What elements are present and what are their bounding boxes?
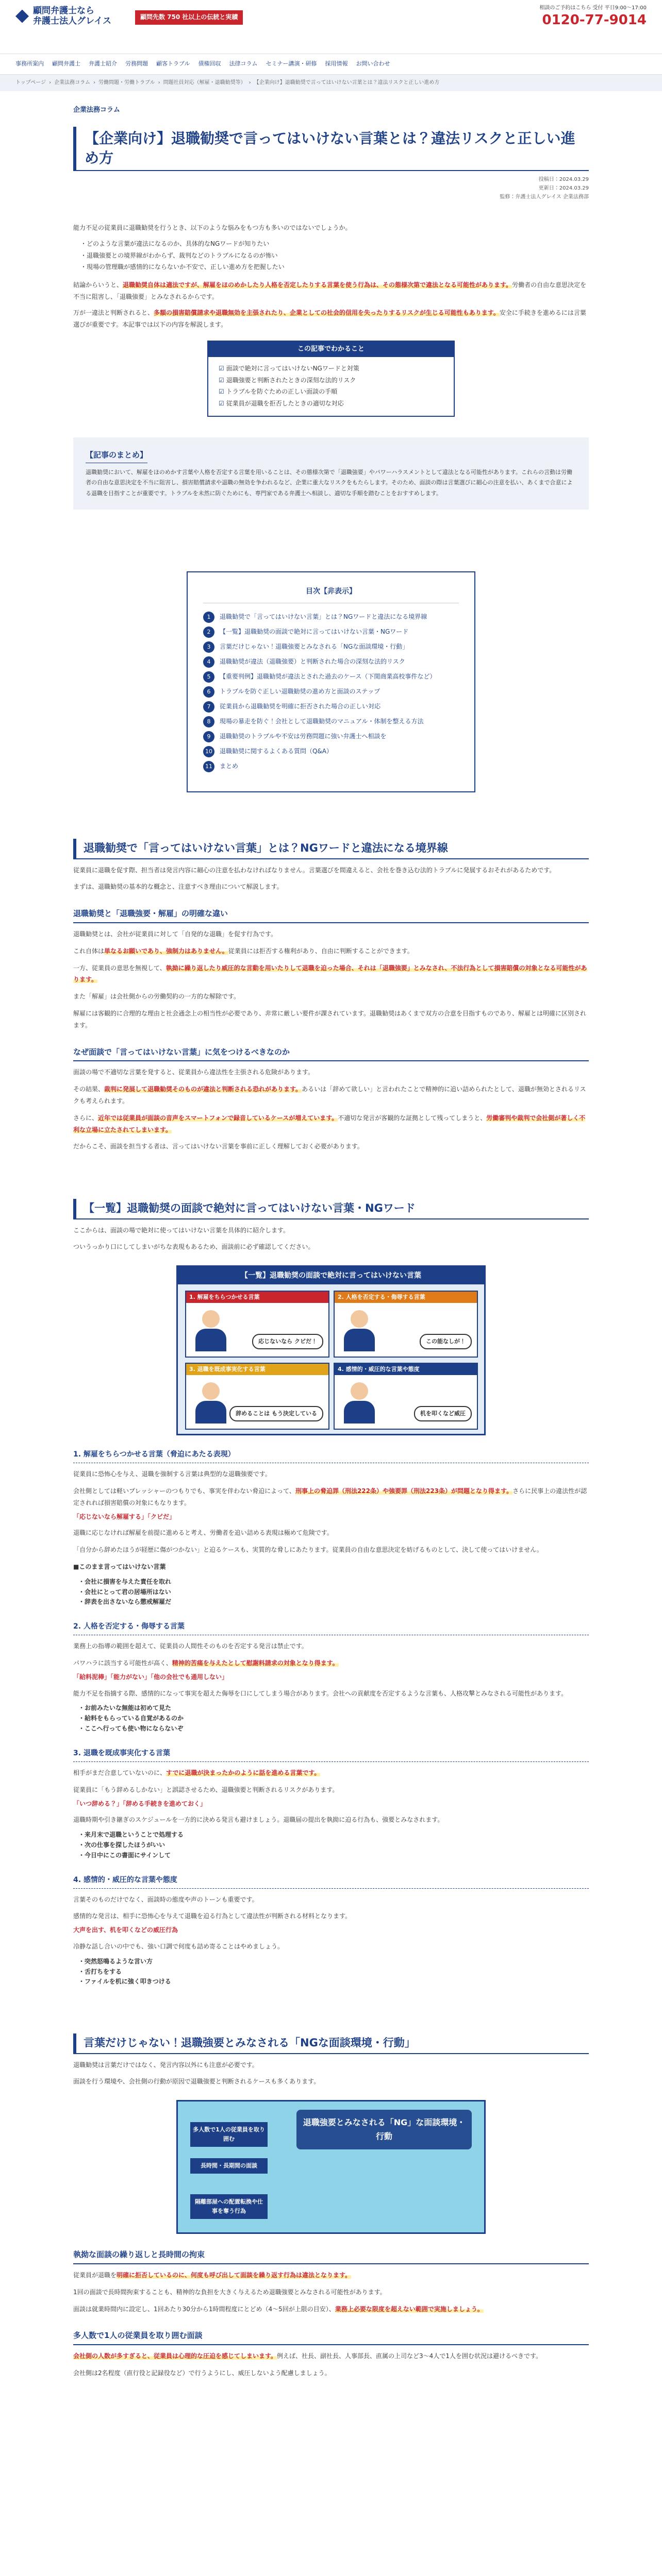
list-item: ・ 会社に損害を与えた責任を取れ [78, 1577, 589, 1587]
paragraph: 相手がまだ合意していないのに、すでに退職が決まったかのように話を進める言葉です。 [73, 1769, 321, 1776]
list-item: ・ お前みたいな無能は初めて見た [78, 1703, 589, 1714]
speech-bubble: 机を叩くなど威圧 [414, 1406, 472, 1421]
paragraph: 解雇には客観的に合理的な理由と社会通念上の相当性が必要であり、非常に厳しい要件が課されています。退職勧奨はあくまで双方の合意を目指すものであり、解雇とは明確に区別されます。 [73, 1010, 587, 1029]
nav-item[interactable]: セミナー講演・研修 [266, 60, 317, 67]
ng-quadrant: 2. 人格を否定する・侮辱する言葉 この能なしが！ [334, 1291, 478, 1358]
nav-item[interactable]: 債権回収 [198, 60, 221, 67]
paragraph: 業務上の指導の範囲を超えて、従業員の人間性そのものを否定する発言は禁止です。 [73, 1642, 308, 1650]
sub-heading: 執拗な面談の繰り返しと長時間の拘束 [73, 2248, 589, 2264]
paragraph: また「解雇」は会社側からの労働契約の一方的な解除です。 [73, 993, 240, 1001]
breadcrumb-item[interactable]: トップページ [15, 79, 46, 86]
summary-body: 退職勧奨において、解雇をほのめかす言葉や人格を否定する言葉を用いることは、その態様次第で「退職強要」やパワーハラスメントとして違法となる可能性があります。これらの言動は労働者の自由な意思決定を不当に阻害し、損害賠償請求や退職の無効を争われるなど、企業に重大なリスクをもたらします。そのため、面談の際は言葉選びに細心の注意を払い、あくまで合意による退職を目指すことが重要です。トラブルを未然に防ぐためにも、専門家である弁護士へ相談し、適切な手順を踏むことをおすすめします。 [86, 468, 573, 497]
published-date: 投稿日：2024.03.29 [538, 177, 589, 183]
paragraph: 退職に応じなければ解雇を前提に進めると考え、労働者を追い詰める表現は極めて危険です。 [73, 1529, 333, 1537]
article [73, 105, 589, 2379]
list-item: ・ 今日中にこの書面にサインして [78, 1851, 589, 1861]
sub-sub-heading: 2. 人格を否定する・侮辱する言葉 [73, 1621, 589, 1635]
nav-item[interactable]: 弁護士紹介 [89, 60, 117, 67]
ng-list [78, 1957, 589, 1987]
author: 監修：弁護士法人グレイス 企業法務部 [500, 194, 589, 200]
paragraph: その結果、裁判に発展して退職勧奨そのものが違法と判断される恐れがあります。あるいは「辞めて欲しい」と言われたことで精神的に追い詰められたとして、退職が無効とされるリスクも考えられます。 [73, 1086, 586, 1105]
toc-item[interactable]: 4 退職勧奨が違法（退職強要）と判断された場合の深刻な法的リスク [203, 656, 459, 668]
paragraph: 面談の場で不適切な言葉を発すると、従業員から違法性を主張される危険があります。 [73, 1069, 315, 1076]
paragraph: 言葉そのものだけでなく、面談時の態度や声のトーンも重要です。 [73, 1895, 258, 1903]
breadcrumb: トップページ › 企業法務コラム › 労働問題・労働トラブル › 問題社員対応（解雇・退職勧奨等） › 【企業向け】退職勧奨で言ってはいけない言葉とは？違法リスクと正しい進め方 [0, 75, 662, 91]
sub-sub-heading: 1. 解雇をちらつかせる言葉（脅迫にあたる表現） [73, 1449, 589, 1463]
clients-badge: 顧問先数 750 社以上の伝統と実績 [135, 10, 243, 25]
intro-p1: 能力不足の従業員に退職勧奨を行うとき、以下のような悩みをもつ方も多いのではないでしょうか。 [73, 224, 352, 232]
toc-item[interactable]: 7 従業員から退職勧奨を明確に拒否された場合の正しい対応 [203, 701, 459, 713]
tel-number[interactable]: 0120-77-9014 [542, 12, 647, 28]
article-meta [73, 175, 589, 201]
paragraph: ここからは、面談の場で絶対に使ってはいけない言葉を具体的に紹介します。 [73, 1226, 290, 1234]
section-heading: 【一覧】退職勧奨の面談で絶対に言ってはいけない言葉・NGワード [73, 1199, 589, 1219]
intro-p3: 万が一違法と判断されると、多額の損害賠償請求や退職無効を主張されたり、企業としての社会的信用を失ったりするリスクが生じる可能性もあります。安全に手続きを進めるには言葉選びが重要です。本記事では以下の内容を解説します。 [73, 309, 586, 328]
paragraph: だからこそ、面談を担当する者は、言ってはいけない言葉を事前に正しく理解しておく必要があります。 [73, 1143, 363, 1150]
breadcrumb-item[interactable]: 企業法務コラム [54, 79, 91, 86]
ng-quadrant: 1. 解雇をちらつかせる言葉 応じないなら クビだ！ [185, 1291, 329, 1358]
paragraph: 能力不足を指摘する際、感情的になって事実を超えた侮辱を口にしてしまう場合があります。会社への貢献度を否定するような言葉も、人格攻撃とみなされる可能性があります。 [73, 1689, 568, 1697]
nav-item[interactable]: 顧問弁護士 [52, 60, 80, 67]
ng-quadrant: 4. 感情的・威圧的な言葉や態度 机を叩くなど威圧 [334, 1363, 478, 1430]
paragraph: さらに、近年では従業員が面談の音声をスマートフォンで録音しているケースが増えています。不適切な発言が客観的な証拠として残ってしまうと、労働審判や裁判で会社側が著しく不利な立場に立たされてしまいます。 [73, 1114, 586, 1133]
breadcrumb-item[interactable]: 労働問題・労働トラブル [98, 79, 155, 86]
list-item: ・ 突然怒鳴るような言い方 [78, 1957, 589, 1967]
list-item: ・ 会社にとって君の居場所はない [78, 1587, 589, 1598]
table-of-contents [187, 571, 475, 792]
toc-item[interactable]: 2 【一覧】退職勧奨の面談で絶対に言ってはいけない言葉・NGワード [203, 626, 459, 638]
paragraph: 退職時期や引き継ぎのスケジュールを一方的に決める発言も避けましょう。退職届の提出を執拗に迫る行為も、強要とみなされます。 [73, 1816, 444, 1824]
nav-item[interactable]: 採用情報 [325, 60, 348, 67]
list-item: ・ 次の仕事を探したほうがいい [78, 1840, 589, 1851]
logo-mark-icon [15, 10, 29, 23]
person-icon [344, 1382, 375, 1423]
speech-bubble: 応じないなら クビだ！ [252, 1334, 323, 1349]
intro-p2: 結論からいうと、退職勧奨自体は適法ですが、解雇をほのめかしたり人格を否定したりする言葉を使う行為は、その態様次第で違法となる可能性があります。労働者の自由な意思決定を不当に阻害し、「退職強要」とみなされるからです。 [73, 281, 587, 301]
sub-heading: 多人数で1人の従業員を取り囲む面談 [73, 2329, 589, 2345]
paragraph: 退職勧奨とは、会社が従業員に対して「自発的な退職」を促す行為です。 [73, 930, 277, 938]
list-item: ・ 来月末で退職ということで処理する [78, 1830, 589, 1840]
list-item: ☑ 面談で絶対に言ってはいけないNGワードと対策 [219, 364, 443, 374]
ng-list [78, 1703, 589, 1734]
nav-item[interactable]: 労務問題 [125, 60, 148, 67]
ng-quote: 「応じないなら解雇する」「クビだ」 [73, 1513, 176, 1520]
category-label[interactable]: 企業法務コラム [73, 106, 120, 114]
ng-quote: 大声を出す、机を叩くなどの威圧行為 [73, 1926, 178, 1934]
illustration-label: 隔離部屋への配置転換や仕事を奪う行為 [190, 2194, 268, 2219]
person-icon [195, 1382, 226, 1423]
list-item: ・ 現場の管理職が感情的にならないか不安で、正しい進め方を把握したい [80, 261, 589, 273]
summary-box [73, 437, 589, 510]
toc-item[interactable]: 9 退職勧奨のトラブルや不安は労務問題に強い弁護士へ相談を [203, 731, 459, 742]
paragraph: 面談を行う環境や、会社側の行動が原因で退職強要と判断されるケースも多くあります。 [73, 2078, 320, 2086]
paragraph: 従業員が退職を明確に拒否しているのに、何度も呼び出して面談を繰り返す行為は違法となります。 [73, 2271, 352, 2279]
sub-sub-heading: 3. 退職を既成事実化する言葉 [73, 1748, 589, 1762]
paragraph: 会社側は2名程度（直行役と記録役など）で行うようにし、威圧しないよう配慮しましょう。 [73, 2369, 331, 2377]
paragraph: これ自体は単なるお願いであり、強制力はありません。従業員には拒否する権利があり、自由に判断することができます。 [73, 947, 413, 955]
ng-list [78, 1577, 589, 1607]
list-item: ☑ トラブルを防ぐための正しい面談の手順 [219, 387, 443, 397]
paragraph: 冷静な話し合いの中でも、強い口調で何度も詰め寄ることはやめましょう。 [73, 1943, 284, 1951]
list-item: ・ 舌打ちをする [78, 1967, 589, 1977]
illustration-label: 多人数で1人の従業員を取り囲む [190, 2122, 268, 2147]
ng-words-illustration [176, 1265, 486, 1435]
person-icon [344, 1310, 375, 1351]
toc-title[interactable]: 目次【非表示】 [203, 586, 459, 603]
paragraph: 会社側としては軽いプレッシャーのつもりでも、事実を伴わない脅迫によって、刑事上の脅迫罪（刑法222条）や強要罪（刑法223条）が問題となり得ます。さらに民事上の違法性が認定されれば損害賠償の対象にもなります。 [73, 1487, 587, 1506]
sub-heading: 退職勧奨と「退職強要・解雇」の明確な違い [73, 907, 589, 923]
global-nav [0, 54, 662, 75]
breadcrumb-item[interactable]: 問題社員対応（解雇・退職勧奨等） [163, 79, 246, 86]
site-header [0, 0, 662, 54]
toc-item[interactable]: 5 【重要判例】退職勧奨が違法とされた過去のケース（下関商業高校事件など） [203, 671, 459, 683]
list-item: ・ ここへ行っても使い物にならないぞ [78, 1724, 589, 1734]
learn-box-title: この記事でわかること [208, 342, 454, 357]
ng-environment-illustration [176, 2100, 486, 2234]
ng-quote: 「給料泥棒」「能力がない」「他の会社でも通用しない」 [73, 1673, 228, 1681]
list-item: ・ 退職強要との境界線がわからず、裁判などのトラブルになるのが怖い [80, 250, 589, 262]
sub-sub-heading: 4. 感情的・威圧的な言葉や態度 [73, 1874, 589, 1889]
paragraph: 従業員に恐怖心を与え、退職を強制する言葉は典型的な退職強要です。 [73, 1470, 271, 1478]
breadcrumb-item: 【企業向け】退職勧奨で言ってはいけない言葉とは？違法リスクと正しい進め方 [254, 79, 440, 86]
ng-quadrant: 3. 退職を既成事実化する言葉 辞めることは もう決定している [185, 1363, 329, 1430]
illustration-title: 【一覧】退職勧奨の面談で絶対に言ってはいけない言葉 [178, 1267, 484, 1284]
person-icon [195, 1310, 226, 1351]
toc-item[interactable]: 6 トラブルを防ぐ正しい退職勧奨の進め方と面談のステップ [203, 686, 459, 698]
section-heading: 言葉だけじゃない！退職強要とみなされる「NGな面談環境・行動」 [73, 2033, 589, 2054]
site-logo[interactable] [15, 6, 111, 26]
list-item: ☑ 退職強要と判断されたときの深刻な法的リスク [219, 376, 443, 386]
speech-bubble: この能なしが！ [420, 1334, 472, 1349]
nav-item[interactable]: 顧客トラブル [156, 60, 190, 67]
list-item: ・ 給料をもらっている自覚があるのか [78, 1714, 589, 1724]
paragraph: 退職勧奨は言葉だけではなく、発言内容以外にも注意が必要です。 [73, 2061, 258, 2069]
logo-line2: 弁護士法人グレイス [33, 15, 111, 26]
paragraph: ついうっかり口にしてしまいがちな表現もあるため、面談前に必ず確認してください。 [73, 1243, 315, 1251]
speech-bubble: 辞めることは もう決定している [229, 1406, 323, 1421]
illustration-label: 長時間・長期間の面談 [190, 2158, 268, 2174]
ng-list [78, 1830, 589, 1860]
list-item: ☑ 従業員が退職を拒否したときの適切な対応 [219, 399, 443, 409]
toc-item[interactable]: 10 退職勧奨に関するよくある質問（Q&A） [203, 746, 459, 757]
list-item: ・ 辞表を出さないなら懲戒解雇だ [78, 1597, 589, 1607]
nav-item[interactable]: お問い合わせ [356, 60, 390, 67]
paragraph: まずは、退職勧奨の基本的な概念と、注意すべき理由について解説します。 [73, 883, 283, 891]
section-heading: 退職勧奨で「言ってはいけない言葉」とは？NGワードと違法になる境界線 [73, 839, 589, 859]
nav-item[interactable]: 法律コラム [229, 60, 258, 67]
tel-note: 相談のご予約はこちら 受付 平日9:00〜17:00 [539, 5, 647, 11]
nav-item[interactable]: 事務所案内 [15, 60, 44, 67]
illustration-title: 退職強要とみなされる「NG」な面談環境・行動 [296, 2110, 472, 2149]
paragraph: 「自分から辞めたほうが経歴に傷がつかない」と迫るケースも、実質的な脅しにあたります。従業員の自由な意思決定を妨げるものとして、決して使ってはいけません。 [73, 1546, 543, 1554]
paragraph: 感情的な発言は、相手に恐怖心を与えて退職を迫る行為として違法性が判断される材料となります。 [73, 1912, 352, 1920]
paragraph: パワハラに該当する可能性が高く、精神的苦痛を与えたとして慰謝料請求の対象となり得ます。 [73, 1659, 339, 1667]
concern-list [80, 238, 589, 273]
paragraph: 従業員に退職を促す際、担当者は発言内容に細心の注意を払わなければなりません。言葉選びを間違えると、会社を巻き込む法的トラブルに発展するおそれがあるためです。 [73, 866, 556, 874]
toc-item[interactable]: 8 現場の暴走を防ぐ！会社として退職勧奨のマニュアル・体制を整える方法 [203, 716, 459, 727]
toc-item[interactable]: 3 言葉だけじゃない！退職強要とみなされる「NGな面談環境・行動」 [203, 641, 459, 653]
summary-title: 【記事のまとめ】 [86, 448, 147, 463]
intro [73, 222, 589, 330]
logo-line1: 顧問弁護士なら [33, 6, 94, 16]
paragraph: 面談は就業時間内に設定し、1回あたり30分から1時間程度にとどめ（4〜5回が上限の目安）、業務上必要な限度を超えない範囲で実施しましょう。 [73, 2305, 484, 2313]
paragraph: 従業員に「もう辞めるしかない」と誤認させるため、退職強要と判断されるリスクがあります。 [73, 1786, 339, 1793]
paragraph: 1回の面談で長時間拘束することも、精神的な負担を大きく与えるため退職強要とみなされる可能性があります。 [73, 2288, 386, 2296]
sub-heading: なぜ面談で「言ってはいけない言葉」に気をつけるべきなのか [73, 1046, 589, 1062]
paragraph: 一方、従業員の意思を無視して、執拗に繰り返したり威圧的な言動を用いたりして退職を迫った場合、それは「退職強要」とみなされ、不法行為として損害賠償の対象となる可能性があります。 [73, 964, 587, 984]
toc-item[interactable]: 11 まとめ [203, 761, 459, 772]
list-item: ・ ファイルを机に強く叩きつける [78, 1977, 589, 1987]
list-item: ・ どのような言葉が違法になるのか、具体的なNGワードが知りたい [80, 238, 589, 250]
paragraph: 会社側の人数が多すぎると、従業員は心理的な圧迫を感じてしまいます。例えば、社長、副社長、人事部長、直属の上司など3〜4人で1人を囲む状況は避けるべきです。 [73, 2352, 542, 2360]
tel-box[interactable] [539, 4, 647, 27]
updated-date: 更新日：2024.03.29 [538, 185, 589, 192]
toc-item[interactable]: 1 退職勧奨で「言ってはいけない言葉」とは？NGワードと違法になる境界線 [203, 612, 459, 623]
learn-box [207, 341, 455, 417]
ng-quote: 「いつ辞める？」「辞める手続きを進めておく」 [73, 1800, 207, 1807]
page-title: 【企業向け】退職勧奨で言ってはいけない言葉とは？違法リスクと正しい進め方 [73, 127, 589, 171]
ng-list-title: ■このまま言ってはいけない言葉 [73, 1563, 166, 1570]
